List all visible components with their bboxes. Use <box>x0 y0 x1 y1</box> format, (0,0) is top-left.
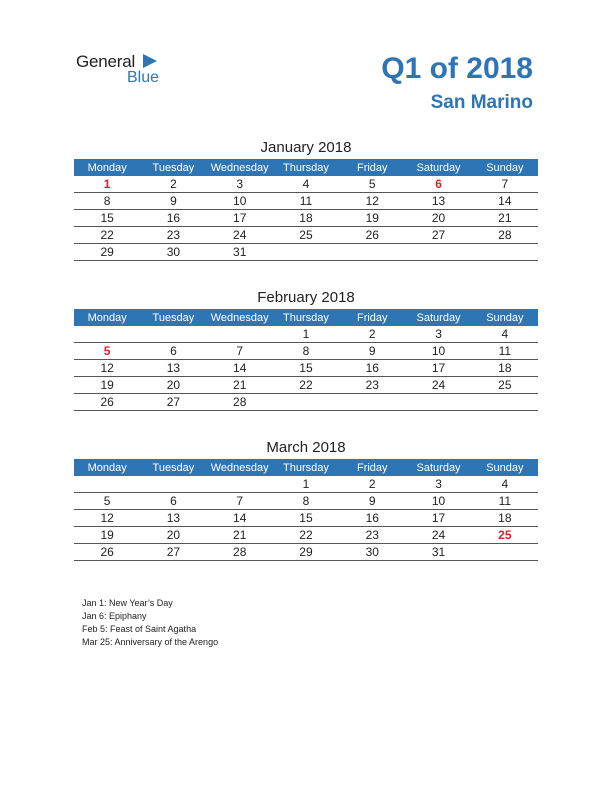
day-cell: 11 <box>472 343 538 360</box>
day-cell: 1 <box>74 176 140 193</box>
day-cell: 3 <box>207 176 273 193</box>
month-calendar <box>74 137 538 261</box>
day-cell: 25 <box>472 527 538 544</box>
week-row <box>74 193 538 210</box>
day-cell: 29 <box>74 244 140 261</box>
brand-logo <box>76 52 176 88</box>
empty-day-cell <box>405 244 471 261</box>
month-calendar <box>74 437 538 561</box>
weekday-header: Wednesday <box>207 309 273 326</box>
week-row <box>74 493 538 510</box>
day-cell: 16 <box>339 360 405 377</box>
day-cell: 2 <box>339 476 405 493</box>
calendar-table <box>74 459 538 561</box>
day-cell: 4 <box>472 326 538 343</box>
day-cell: 12 <box>339 193 405 210</box>
day-cell: 6 <box>140 493 206 510</box>
day-cell: 18 <box>273 210 339 227</box>
empty-day-cell <box>472 544 538 561</box>
day-cell: 21 <box>207 527 273 544</box>
day-cell: 10 <box>207 193 273 210</box>
empty-day-cell <box>207 326 273 343</box>
day-cell: 17 <box>207 210 273 227</box>
empty-day-cell <box>472 394 538 411</box>
day-cell: 15 <box>273 510 339 527</box>
logo-triangle-icon <box>143 54 157 68</box>
day-cell: 11 <box>273 193 339 210</box>
logo-text-blue: Blue <box>127 69 160 86</box>
holiday-note: Jan 1: New Year’s Day <box>82 598 173 608</box>
day-cell: 17 <box>405 360 471 377</box>
day-cell: 13 <box>405 193 471 210</box>
weekday-header: Monday <box>74 459 140 476</box>
empty-day-cell <box>140 326 206 343</box>
day-cell: 17 <box>405 510 471 527</box>
week-row <box>74 210 538 227</box>
week-row <box>74 326 538 343</box>
day-cell: 31 <box>405 544 471 561</box>
calendar-table <box>74 309 538 411</box>
day-cell: 28 <box>207 544 273 561</box>
week-row <box>74 476 538 493</box>
day-cell: 1 <box>273 476 339 493</box>
day-cell: 21 <box>207 377 273 394</box>
day-cell: 2 <box>140 176 206 193</box>
day-cell: 13 <box>140 510 206 527</box>
week-row <box>74 244 538 261</box>
empty-day-cell <box>207 476 273 493</box>
weekday-header: Sunday <box>472 159 538 176</box>
day-cell: 22 <box>74 227 140 244</box>
day-cell: 7 <box>472 176 538 193</box>
week-row <box>74 176 538 193</box>
holiday-note: Jan 6: Epiphany <box>82 611 147 621</box>
day-cell: 9 <box>339 493 405 510</box>
day-cell: 9 <box>140 193 206 210</box>
day-cell: 8 <box>273 343 339 360</box>
day-cell: 9 <box>339 343 405 360</box>
day-cell: 5 <box>74 343 140 360</box>
month-calendar <box>74 287 538 411</box>
day-cell: 28 <box>207 394 273 411</box>
weekday-header: Thursday <box>273 309 339 326</box>
day-cell: 31 <box>207 244 273 261</box>
week-row <box>74 544 538 561</box>
weekday-header: Friday <box>339 159 405 176</box>
day-cell: 27 <box>405 227 471 244</box>
weekday-header: Friday <box>339 459 405 476</box>
week-row <box>74 510 538 527</box>
holiday-note: Feb 5: Feast of Saint Agatha <box>82 624 197 634</box>
day-cell: 7 <box>207 343 273 360</box>
weekday-header: Wednesday <box>207 159 273 176</box>
empty-day-cell <box>339 244 405 261</box>
weekday-header: Wednesday <box>207 459 273 476</box>
day-cell: 4 <box>273 176 339 193</box>
weekday-header-row <box>74 459 538 476</box>
day-cell: 25 <box>273 227 339 244</box>
calendar-table <box>74 159 538 261</box>
empty-day-cell <box>273 394 339 411</box>
day-cell: 3 <box>405 326 471 343</box>
day-cell: 16 <box>339 510 405 527</box>
day-cell: 19 <box>74 377 140 394</box>
day-cell: 30 <box>339 544 405 561</box>
day-cell: 20 <box>405 210 471 227</box>
holiday-notes <box>82 597 218 649</box>
day-cell: 24 <box>405 527 471 544</box>
weekday-header: Saturday <box>405 459 471 476</box>
day-cell: 3 <box>405 476 471 493</box>
day-cell: 13 <box>140 360 206 377</box>
week-row <box>74 343 538 360</box>
day-cell: 21 <box>472 210 538 227</box>
day-cell: 5 <box>74 493 140 510</box>
weekday-header: Tuesday <box>140 159 206 176</box>
day-cell: 1 <box>273 326 339 343</box>
weekday-header: Monday <box>74 309 140 326</box>
day-cell: 5 <box>339 176 405 193</box>
day-cell: 19 <box>339 210 405 227</box>
week-row <box>74 527 538 544</box>
empty-day-cell <box>339 394 405 411</box>
empty-day-cell <box>472 244 538 261</box>
weekday-header: Thursday <box>273 459 339 476</box>
day-cell: 14 <box>207 510 273 527</box>
day-cell: 27 <box>140 394 206 411</box>
week-row <box>74 227 538 244</box>
weekday-header: Sunday <box>472 459 538 476</box>
page-title: Q1 of 2018 <box>381 52 533 85</box>
weekday-header: Tuesday <box>140 459 206 476</box>
day-cell: 25 <box>472 377 538 394</box>
day-cell: 14 <box>207 360 273 377</box>
week-row <box>74 394 538 411</box>
day-cell: 18 <box>472 510 538 527</box>
weekday-header: Tuesday <box>140 309 206 326</box>
day-cell: 15 <box>74 210 140 227</box>
week-row <box>74 377 538 394</box>
day-cell: 7 <box>207 493 273 510</box>
weekday-header: Sunday <box>472 309 538 326</box>
day-cell: 10 <box>405 343 471 360</box>
weekday-header: Thursday <box>273 159 339 176</box>
day-cell: 16 <box>140 210 206 227</box>
day-cell: 26 <box>74 394 140 411</box>
weekday-header: Saturday <box>405 159 471 176</box>
day-cell: 24 <box>405 377 471 394</box>
day-cell: 23 <box>140 227 206 244</box>
day-cell: 23 <box>339 527 405 544</box>
day-cell: 22 <box>273 527 339 544</box>
weekday-header-row <box>74 159 538 176</box>
day-cell: 12 <box>74 360 140 377</box>
day-cell: 28 <box>472 227 538 244</box>
day-cell: 18 <box>472 360 538 377</box>
day-cell: 22 <box>273 377 339 394</box>
month-title: February 2018 <box>257 289 355 306</box>
month-title: January 2018 <box>260 139 352 156</box>
day-cell: 15 <box>273 360 339 377</box>
day-cell: 20 <box>140 527 206 544</box>
day-cell: 6 <box>140 343 206 360</box>
empty-day-cell <box>273 244 339 261</box>
day-cell: 10 <box>405 493 471 510</box>
empty-day-cell <box>74 476 140 493</box>
day-cell: 23 <box>339 377 405 394</box>
day-cell: 6 <box>405 176 471 193</box>
day-cell: 12 <box>74 510 140 527</box>
empty-day-cell <box>405 394 471 411</box>
empty-day-cell <box>140 476 206 493</box>
day-cell: 19 <box>74 527 140 544</box>
day-cell: 30 <box>140 244 206 261</box>
weekday-header: Monday <box>74 159 140 176</box>
day-cell: 26 <box>74 544 140 561</box>
month-title: March 2018 <box>266 439 346 456</box>
day-cell: 2 <box>339 326 405 343</box>
empty-day-cell <box>74 326 140 343</box>
day-cell: 24 <box>207 227 273 244</box>
day-cell: 20 <box>140 377 206 394</box>
weekday-header: Friday <box>339 309 405 326</box>
holiday-note: Mar 25: Anniversary of the Arengo <box>82 637 219 647</box>
day-cell: 11 <box>472 493 538 510</box>
day-cell: 8 <box>74 193 140 210</box>
logo-text-general: General <box>76 52 136 71</box>
day-cell: 14 <box>472 193 538 210</box>
day-cell: 27 <box>140 544 206 561</box>
week-row <box>74 360 538 377</box>
weekday-header-row <box>74 309 538 326</box>
day-cell: 8 <box>273 493 339 510</box>
day-cell: 29 <box>273 544 339 561</box>
day-cell: 26 <box>339 227 405 244</box>
weekday-header: Saturday <box>405 309 471 326</box>
page-subtitle: San Marino <box>430 92 533 113</box>
day-cell: 4 <box>472 476 538 493</box>
